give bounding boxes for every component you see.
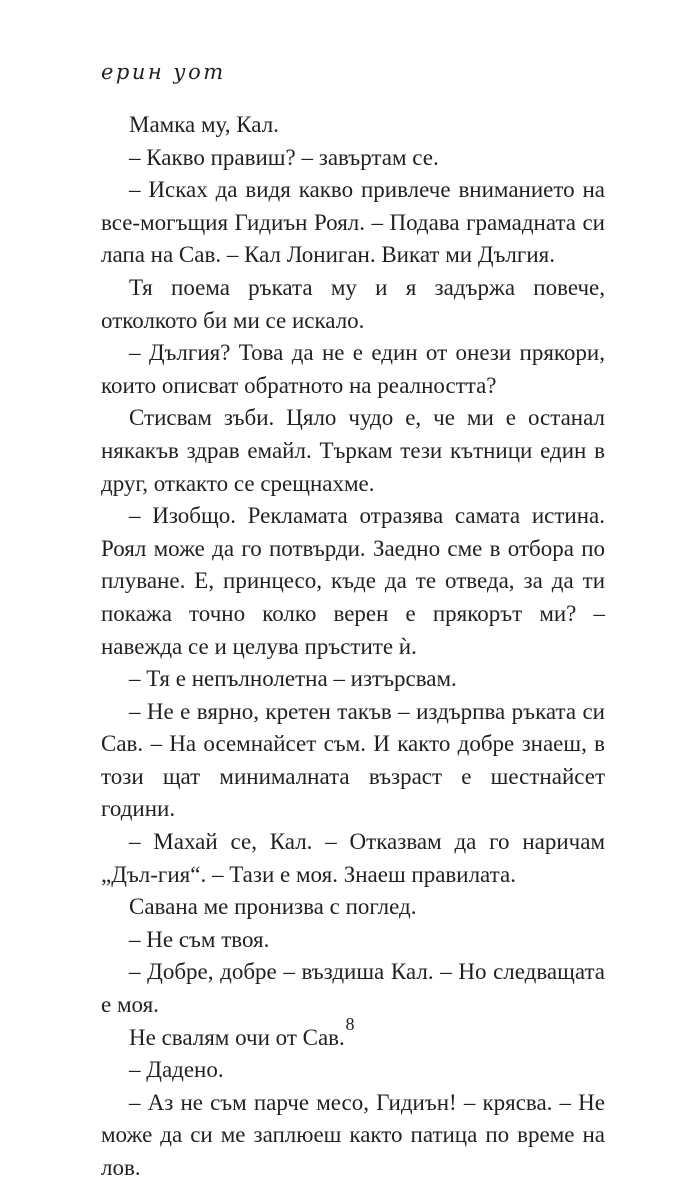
paragraph: Савана ме пронизва с поглед. xyxy=(129,894,417,920)
paragraph: – Дългия? Това да не е един от онези прякори, които описват обратното на реалността? xyxy=(101,340,605,398)
paragraph: – Изобщо. Рекламата отразява самата истина. Роял може да го потвърди. Заедно сме в отбора по плуване. Е, принцесо, къде да те отведа, за да ти покажа точно колко верен е прякорът ми? – навежда се и целува пръстите ѝ. xyxy=(101,503,605,659)
paragraph: – Аз не съм парче месо, Гидиън! – крясва. – Не може да си ме заплюеш както патица по време на лов. xyxy=(101,1089,605,1180)
running-header: ерин уот xyxy=(101,60,226,84)
paragraph: Не свалям очи от Сав. xyxy=(129,1024,345,1050)
paragraph: Стисвам зъби. Цяло чудо е, че ми е останал някакъв здрав емайл. Търкам тези кътници един в друг, откакто се срещнахме. xyxy=(101,405,605,496)
paragraph: – Дадено. xyxy=(129,1057,224,1083)
paragraph: – Какво правиш? – завъртам се. xyxy=(129,144,439,170)
paragraph: – Не е вярно, кретен такъв – издърпва ръката си Сав. – На осемнайсет съм. И както добре знаеш, в този щат минималната възраст е шестнайсет години. xyxy=(101,698,605,822)
paragraph: Тя поема ръката му и я задържа повече, отколкото би ми се искало. xyxy=(101,274,605,333)
paragraph: – Тя е непълнолетна – изтърсвам. xyxy=(129,666,457,692)
page-number: 8 xyxy=(345,1014,355,1034)
paragraph: – Махай се, Кал. – Отказвам да го наричам „Дъл-гия“. – Тази е моя. Знаеш правилата. xyxy=(101,829,605,887)
paragraph: Мамка му, Кал. xyxy=(129,112,279,137)
paragraph: – Не съм твоя. xyxy=(129,926,270,952)
paragraph: – Исках да видя какво привлече вниманието на все-могъщия Гидиън Роял. – Подава грамадната си лапа на Сав. – Кал Лониган. Викат ми Дългия. xyxy=(101,177,605,268)
paragraph: – Добре, добре – въздиша Кал. – Но следващата е моя. xyxy=(101,959,605,1018)
